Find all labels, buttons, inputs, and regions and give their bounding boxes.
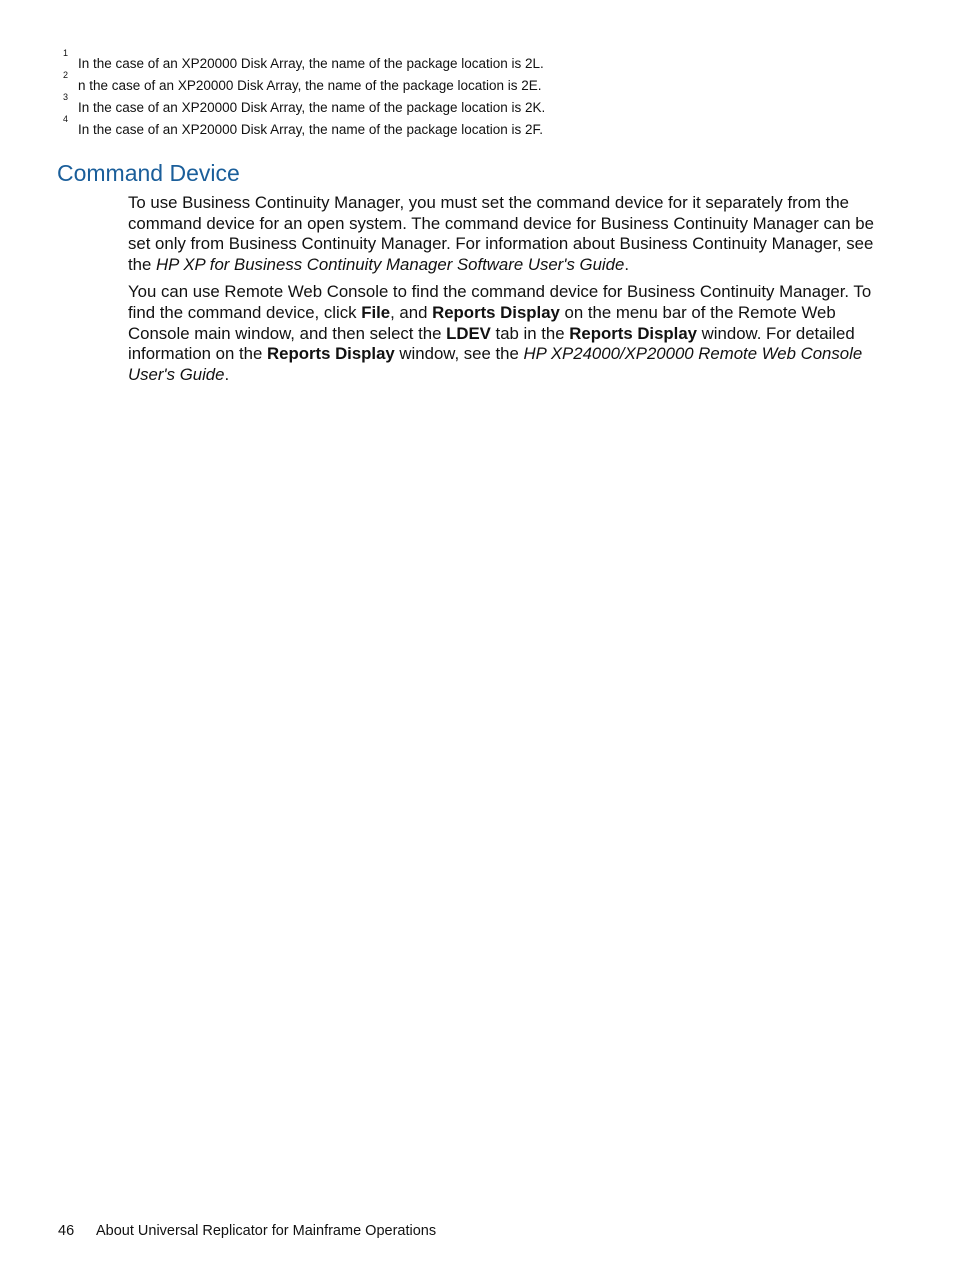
footnote-marker: 4 bbox=[63, 114, 69, 124]
footnote-text: In the case of an XP20000 Disk Array, the name of the package location is 2K. bbox=[78, 100, 546, 115]
guide-title: HP XP24000/XP20000 Remote Web Console User's Guide bbox=[128, 344, 863, 384]
chapter-title: About Universal Replicator for Mainframe Operations bbox=[96, 1223, 437, 1239]
paragraph-text: window, see the bbox=[394, 344, 524, 364]
footnote-2 bbox=[63, 70, 903, 97]
footnotes bbox=[63, 48, 903, 141]
footnote-3 bbox=[63, 92, 903, 119]
window-reports-display-label: Reports Display bbox=[267, 344, 395, 364]
paragraph-find-command-device bbox=[128, 282, 880, 385]
menu-reports-display-label: Reports Display bbox=[432, 302, 560, 322]
footnote-4 bbox=[63, 114, 903, 141]
footnote-text: n the case of an XP20000 Disk Array, the name of the package location is 2E. bbox=[78, 78, 542, 93]
paragraph-text: . bbox=[624, 254, 629, 274]
page-number: 46 bbox=[58, 1223, 75, 1239]
footnote-1 bbox=[63, 48, 903, 75]
paragraph-bcm-command-device bbox=[128, 193, 880, 275]
paragraph-text: tab in the bbox=[490, 323, 570, 343]
paragraph-text: window. For detailed information on the bbox=[128, 323, 855, 364]
paragraph-text: on the menu bar of the Remote Web Console main window, and then select the bbox=[128, 302, 836, 343]
footnote-text: In the case of an XP20000 Disk Array, the name of the package location is 2L. bbox=[78, 56, 544, 71]
section-body bbox=[128, 193, 880, 392]
paragraph-text: You can use Remote Web Console to find the command device for Business Continuity Manager. To find the command device, click bbox=[128, 282, 872, 322]
paragraph-text: . bbox=[224, 364, 230, 384]
footnote-text: In the case of an XP20000 Disk Array, the name of the package location is 2F. bbox=[78, 122, 544, 137]
page-footer bbox=[58, 1221, 436, 1241]
window-reports-display-label: Reports Display bbox=[569, 323, 698, 343]
footnote-marker: 3 bbox=[63, 92, 69, 102]
tab-ldev-label: LDEV bbox=[446, 323, 491, 343]
section-title: Command Device bbox=[57, 160, 240, 186]
menu-file-label: File bbox=[361, 302, 391, 322]
footnote-marker: 1 bbox=[63, 48, 69, 58]
paragraph-text: To use Business Continuity Manager, you must set the command device for it separately from the command device for an open system. The command device for Business Continuity Manager can be set only from Business Continuity Manager. For information about Business Continuity Manager, see the bbox=[128, 193, 874, 274]
footnote-marker: 2 bbox=[63, 70, 69, 80]
paragraph-text: , and bbox=[390, 302, 433, 322]
guide-title: HP XP for Business Continuity Manager Software User's Guide bbox=[156, 254, 625, 274]
